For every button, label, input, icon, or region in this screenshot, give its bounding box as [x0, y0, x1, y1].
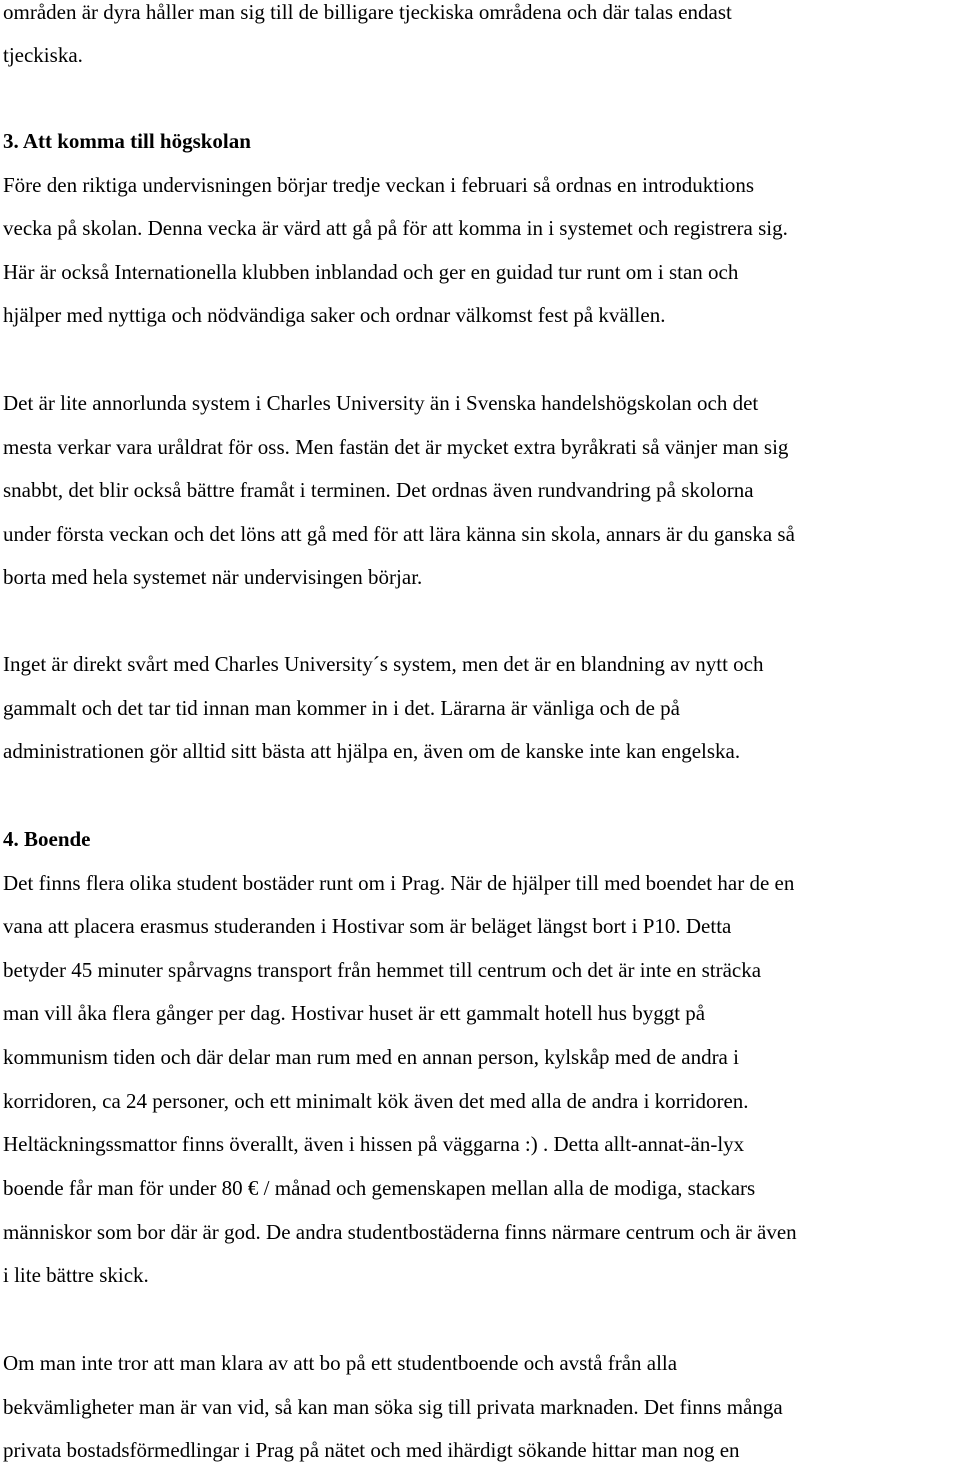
text-line: betyder 45 minuter spårvagns transport från hemmet till centrum och det är inte en sträcka [3, 958, 762, 982]
text-line: i lite bättre skick. [3, 1263, 149, 1287]
text-line: Om man inte tror att man klara av att bo på ett studentboende och avstå från alla [3, 1351, 678, 1375]
text-line: bekvämligheter man är van vid, så kan man söka sig till privata marknaden. Det finns många [3, 1395, 783, 1419]
text-line: administrationen gör alltid sitt bästa att hjälpa en, även om de kanske inte kan engelska. [3, 739, 741, 763]
text-line: Före den riktiga undervisningen börjar tredje veckan i februari så ordnas en introduktions [3, 173, 755, 197]
text-line: privata bostadsförmedlingar i Prag på nätet och med ihärdigt sökande hittar man nog en [3, 1438, 740, 1462]
text-line: Inget är direkt svårt med Charles University´s system, men det är en blandning av nytt och [3, 652, 764, 676]
text-line: tjeckiska. [3, 43, 83, 67]
text-line: boende får man för under 80 € / månad och gemenskapen mellan alla de modiga, stackars [3, 1176, 756, 1200]
text-line: Det finns flera olika student bostäder runt om i Prag. När de hjälper till med boendet har de en [3, 871, 795, 895]
text-line: hjälper med nyttiga och nödvändiga saker och ordnar välkomst fest på kvällen. [3, 303, 666, 327]
text-line: kommunism tiden och där delar man rum med en annan person, kylskåp med de andra i [3, 1045, 739, 1069]
section-heading: 4. Boende [3, 827, 91, 851]
text-line: människor som bor där är god. De andra studentbostäderna finns närmare centrum och är även [3, 1220, 797, 1244]
text-line: snabbt, det blir också bättre framåt i terminen. Det ordnas även rundvandring på skolorna [3, 478, 754, 502]
text-line: korridoren, ca 24 personer, och ett minimalt kök även det med alla de andra i korridoren. [3, 1089, 749, 1113]
text-line: mesta verkar vara uråldrat för oss. Men fastän det är mycket extra byråkrati så vänjer man sig [3, 435, 789, 459]
text-line: borta med hela systemet när undervisingen börjar. [3, 565, 423, 589]
text-line: vana att placera erasmus studeranden i Hostivar som är beläget längst bort i P10. Detta [3, 914, 732, 938]
text-line: Här är också Internationella klubben inblandad och ger en guidad tur runt om i stan och [3, 260, 739, 284]
text-line: Det är lite annorlunda system i Charles University än i Svenska handelshögskolan och det [3, 391, 759, 415]
text-line: gammalt och det tar tid innan man kommer in i det. Lärarna är vänliga och de på [3, 696, 681, 720]
text-line: vecka på skolan. Denna vecka är värd att gå på för att komma in i systemet och registrera sig. [3, 216, 788, 240]
text-line: under första veckan och det löns att gå med för att lära känna sin skola, annars är du ganska så [3, 522, 795, 546]
text-line: områden är dyra håller man sig till de billigare tjeckiska områdena och där talas endast [3, 0, 732, 24]
text-line: man vill åka flera gånger per dag. Hostivar huset är ett gammalt hotell hus byggt på [3, 1001, 706, 1025]
text-line: Heltäckningssmattor finns överallt, även i hissen på väggarna :) . Detta allt-annat-än-lyx [3, 1132, 745, 1156]
section-heading: 3. Att komma till högskolan [3, 129, 251, 153]
